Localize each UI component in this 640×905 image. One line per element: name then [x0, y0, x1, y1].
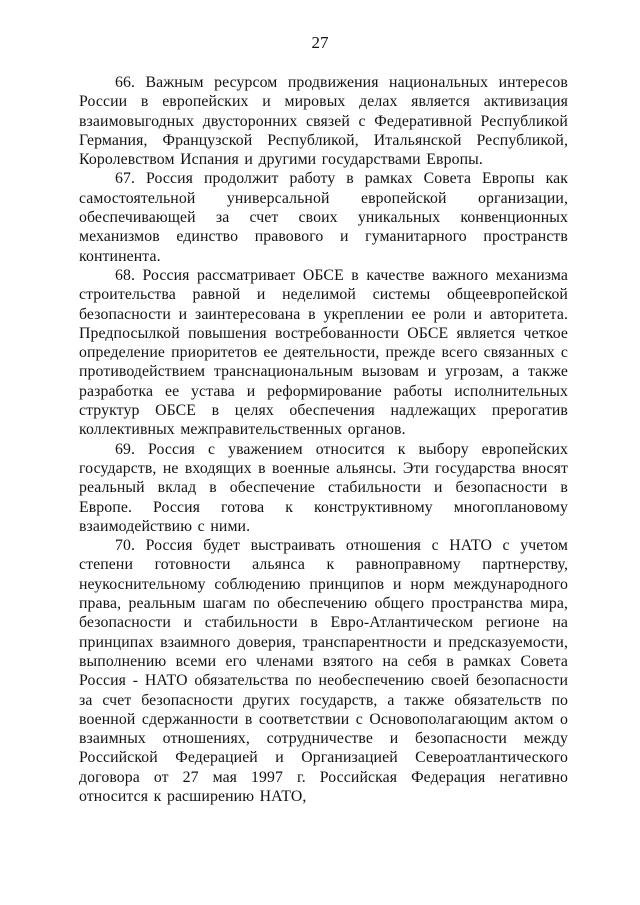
- paragraph-70: 70. Россия будет выстраивать отношения с НАТО с учетом степени готовности альянса к равноправному партнерству, неукоснительному соблюдению принципов и норм международного права, реальным шагам по обеспечению общего пространства мира, безопасности и стабильности в Евро-Атлантическом регионе на принципах взаимного доверия, транспарентности и предсказуемости, выполнению всеми его членами взятого на себя в рамках Совета Россия - НАТО обязательства по необеспечению своей безопасности за счет безопасности других государств, а также обязательств по военной сдержанности в соответствии с Основополагающим актом о взаимных отношениях, сотрудничестве и безопасности между Российской Федерацией и Организацией Североатлантического договора от 27 мая 1997 г. Российская Федерация негативно относится к расширению НАТО,: [79, 537, 568, 805]
- document-body: [79, 73, 568, 806]
- paragraph-67: 67. Россия продолжит работу в рамках Совета Европы как самостоятельной универсальной европейской организации, обеспечивающей за счет своих уникальных конвенционных механизмов единство правового и гуманитарного пространств континента.: [79, 170, 568, 265]
- paragraph-66: 66. Важным ресурсом продвижения национальных интересов России в европейских и мировых делах является активизация взаимовыгодных двусторонних связей с Федеративной Республикой Германия, Французской Республикой, Итальянской Республикой, Королевством Испания и другими государствами Европы.: [79, 74, 568, 169]
- page-number: 27: [311, 33, 329, 52]
- paragraph-69: 69. Россия с уважением относится к выбору европейских государств, не входящих в военные альянсы. Эти государства вносят реальный вклад в обеспечение стабильности и безопасности в Европе. Россия готова к конструктивному многоплановому взаимодействию с ними.: [79, 440, 568, 535]
- paragraph-68: 68. Россия рассматривает ОБСЕ в качестве важного механизма строительства равной и неделимой системы общеевропейской безопасности и заинтересована в укреплении ее роли и авторитета. Предпосылкой повышения востребованности ОБСЕ является четкое определение приоритетов ее деятельности, прежде всего связанных с противодействием транснациональным вызовам и угрозам, а также разработка ее устава и реформирование работы исполнительных структур ОБСЕ в целях обеспечения надлежащих прерогатив коллективных межправительственных органов.: [79, 266, 568, 439]
